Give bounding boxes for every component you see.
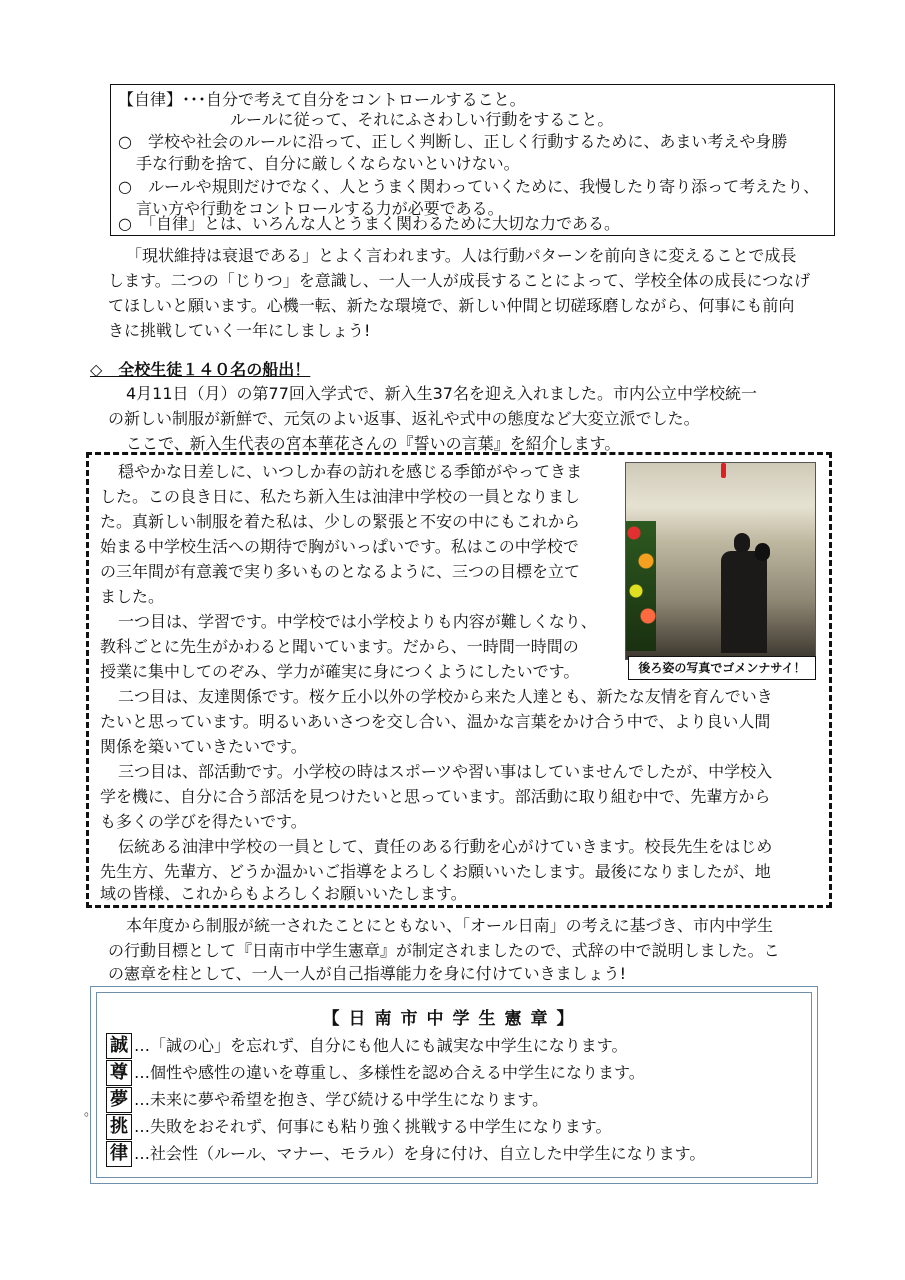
charter-title: 【日南市中学生憲章】 xyxy=(322,1009,583,1029)
pledge-line: たいと思っています。明るいあいさつを交し合い、温かな言葉をかけ合う中で、より良い人間 xyxy=(100,712,771,731)
pledge-line: も多くの学びを得たいです。 xyxy=(100,812,307,831)
intro-line: します。二つの「じりつ」を意識し、一人一人が成長することによって、学校全体の成長につなげ xyxy=(108,271,811,290)
jiritsu-line: 【自律】･･･自分で考えて自分をコントロールすること。 xyxy=(118,90,526,109)
pledge-line: 一つ目は、学習です。中学校では小学校よりも内容が難しくなり、 xyxy=(118,612,597,631)
jiritsu-line: 手な行動を捨て、自分に厳しくならないといけない。 xyxy=(136,154,520,173)
closing-line: の行動目標として『日南市中学生憲章』が制定されましたので、式辞の中で説明しました。こ xyxy=(108,941,780,960)
jiritsu-line: ○ 学校や社会のルールに沿って、正しく判断し、正しく行動するために、あまい考えや身勝 xyxy=(118,132,788,151)
pledge-line: た。真新しい制服を着た私は、少しの緊張と不安の中にもこれから xyxy=(100,512,581,531)
pledge-line: 授業に集中してのぞみ、学力が確実に身につくようにしたいです。 xyxy=(100,662,580,681)
pledge-line: 伝統ある油津中学校の一員として、責任のある行動を心がけていきます。校長先生をはじめ xyxy=(118,837,773,856)
pledge-line: の三年間が有意義で実り多いものとなるように、三つの目標を立て xyxy=(100,562,581,581)
speaker-silhouette-icon xyxy=(721,533,781,653)
charter-kanji: 夢 xyxy=(106,1087,132,1113)
jiritsu-line: 言い方や行動をコントロールする力が必要である。 xyxy=(136,199,504,218)
intro-line: てほしいと願います。心機一転、新たな環境で、新しい仲間と切磋琢磨しながら、何事にも前向 xyxy=(108,296,795,315)
pledge-line: した。この良き日に、私たち新入生は油津中学校の一員となりまし xyxy=(100,487,581,506)
jiritsu-line: ○ 「自律」とは、いろんな人とうまく関わるために大切な力である。 xyxy=(118,214,620,233)
ceremony-photo xyxy=(625,462,816,660)
charter-item-text: …未来に夢や希望を抱き、学び続ける中学生になります。 xyxy=(134,1090,549,1109)
pledge-line: 先生方、先輩方、どうか温かいご指導をよろしくお願いいたします。最後になりましたが、地 xyxy=(100,862,771,881)
charter-kanji: 律 xyxy=(106,1141,132,1167)
closing-line: 本年度から制服が統一されたことにともない、「オール日南」の考えに基づき、市内中学生 xyxy=(126,916,774,935)
intro-line: きに挑戦していく一年にしましょう! xyxy=(108,321,371,340)
photo-caption: 後ろ姿の写真でゴメンナサイ！ xyxy=(628,656,816,680)
pledge-line: 学を機に、自分に合う部活を見つけたいと思っています。部活動に取り組む中で、先輩方から xyxy=(100,787,771,806)
section-line: の新しい制服が新鮮で、元気のよい返事、返礼や式中の態度など大変立派でした。 xyxy=(108,409,700,428)
charter-item-text: …社会性（ルール、マナー、モラル）を身に付け、自立した中学生になります。 xyxy=(134,1144,706,1163)
pledge-line: 穏やかな日差しに、いつしか春の訪れを感じる季節がやってきま xyxy=(118,462,583,481)
pledge-line: 域の皆様、これからもよろしくお願いいたします。 xyxy=(100,884,467,903)
pledge-line: 関係を築いていきたいです。 xyxy=(100,737,307,756)
charter-kanji: 尊 xyxy=(106,1060,132,1086)
pledge-line: 三つ目は、部活動です。小学校の時はスポーツや習い事はしていませんでしたが、中学校入 xyxy=(118,762,773,781)
jiritsu-line: ルールに従って、それにふさわしい行動をすること。 xyxy=(230,110,614,129)
pledge-line: 教科ごとに先生がかわると聞いています。だから、一時間一時間の xyxy=(100,637,579,656)
pledge-line: ました。 xyxy=(100,587,165,606)
section-heading: ◇ 全校生徒１４０名の船出！ xyxy=(90,360,311,379)
jiritsu-line: ○ ルールや規則だけでなく、人とうまく関わっていくために、我慢したり寄り添って考えたり、 xyxy=(118,177,820,196)
intro-line: 「現状維持は衰退である」とよく言われます。人は行動パターンを前向きに変えることで成長 xyxy=(126,246,797,265)
section-line: 4月11日（月）の第77回入学式で、新入生37名を迎え入れました。市内公立中学校統一 xyxy=(126,384,757,403)
stray-mark: 。 xyxy=(84,1104,98,1119)
flag-pole-icon xyxy=(721,463,726,478)
pledge-line: 始まる中学校生活への期待で胸がいっぱいです。私はこの中学校で xyxy=(100,537,579,556)
charter-item-text: …「誠の心」を忘れず、自分にも他人にも誠実な中学生になります。 xyxy=(134,1036,628,1055)
charter-kanji: 誠 xyxy=(106,1033,132,1059)
closing-line: の憲章を柱として、一人一人が自己指導能力を身に付けていきましょう! xyxy=(108,964,627,983)
charter-kanji: 挑 xyxy=(106,1114,132,1140)
flower-arrangement-icon xyxy=(626,521,656,651)
charter-item-text: …個性や感性の違いを尊重し、多様性を認め合える中学生になります。 xyxy=(134,1063,645,1082)
charter-item-text: …失敗をおそれず、何事にも粘り強く挑戦する中学生になります。 xyxy=(134,1117,612,1136)
section-line: ここで、新入生代表の宮本華花さんの『誓いの言葉』を紹介します。 xyxy=(126,434,621,453)
pledge-line: 二つ目は、友達関係です。桜ケ丘小以外の学校から来た人達とも、新たな友情を育んでいき xyxy=(118,687,773,706)
